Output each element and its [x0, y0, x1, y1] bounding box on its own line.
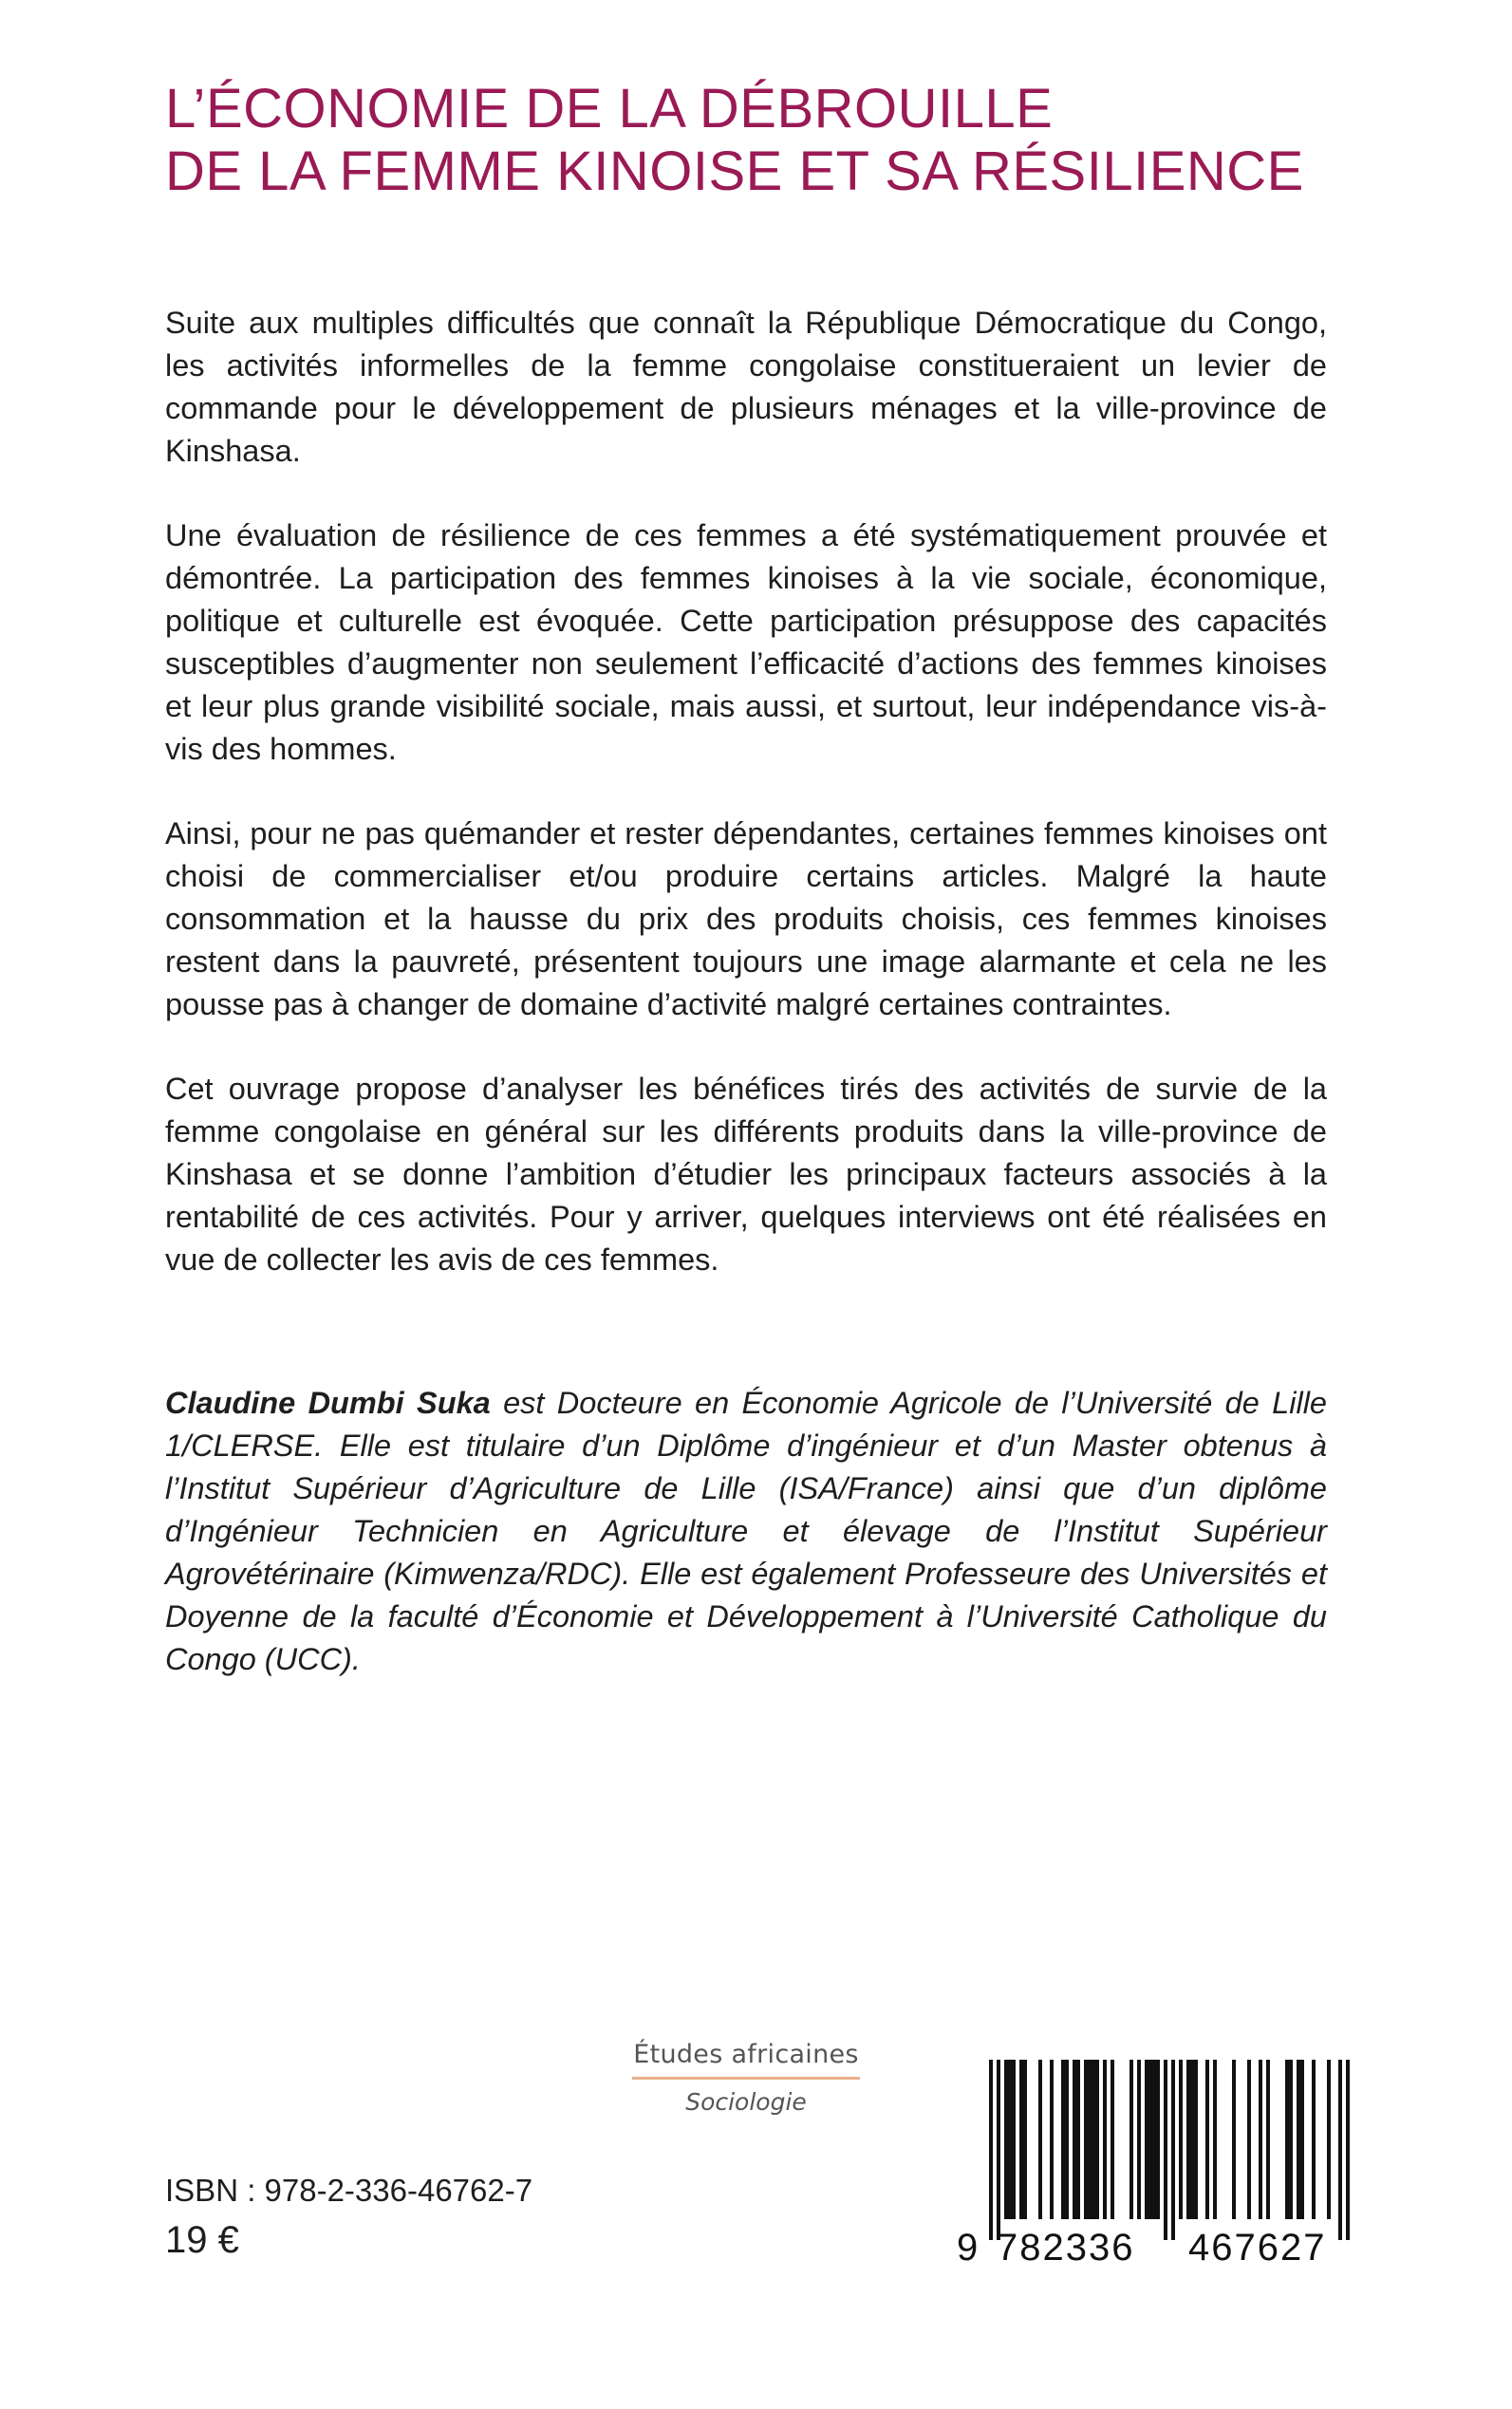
barcode-bar	[1266, 2060, 1270, 2219]
barcode-bar	[1205, 2060, 1209, 2219]
collection-subseries: Sociologie	[685, 2088, 807, 2116]
barcode-guard-bar	[1164, 2060, 1167, 2240]
barcode-bar	[1247, 2060, 1251, 2219]
barcode-bar	[1004, 2060, 1016, 2219]
barcode-first-digit: 9	[957, 2227, 979, 2269]
author-bio	[165, 1382, 1327, 1681]
barcode-guard-bar	[989, 2060, 993, 2240]
collection-mark	[632, 2039, 860, 2118]
barcode-bar	[1084, 2060, 1099, 2219]
title-line-2: DE LA FEMME KINOISE ET SA RÉSILIENCE	[165, 140, 1304, 202]
blurb	[165, 302, 1327, 1323]
blurb-paragraph-1: Suite aux multiples difficultés que connaît la République Démocratique du Congo, les activités informelles de la femme congolaise constitueraient un levier de commande pour le développement de plusieurs ménages et la ville-province de Kinshasa.	[165, 306, 1327, 468]
barcode-bar	[1232, 2060, 1236, 2219]
barcode-bar	[1061, 2060, 1069, 2219]
barcode-bar	[1137, 2060, 1141, 2219]
barcode-bar	[1050, 2060, 1054, 2219]
barcode-bar	[1259, 2060, 1262, 2219]
collection-series: Études africaines	[633, 2040, 859, 2069]
barcode-bar	[1285, 2060, 1293, 2219]
barcode-guard-bar	[1171, 2060, 1175, 2240]
barcode-bars	[951, 2056, 1359, 2240]
barcode-bar	[1186, 2060, 1198, 2219]
barcode-guard-bar	[1338, 2060, 1342, 2240]
barcode-bar	[1103, 2060, 1107, 2219]
title-line-1: L’ÉCONOMIE DE LA DÉBROUILLE	[165, 78, 1054, 140]
isbn: ISBN : 978-2-336-46762-7	[165, 2173, 533, 2208]
collection-rule	[632, 2077, 860, 2080]
barcode-bar	[1312, 2060, 1316, 2219]
blurb-paragraph-2: Une évaluation de résilience de ces femmes a été systématiquement prouvée et démontrée. La participation des femmes kinoises à la vie sociale, économique, politique et culturelle est évoquée. Cette participation présuppose des capacités susceptibles d’augmenter non seulement l’efficacité d’actions des femmes kinoises et leur plus grande visibilité sociale, mais aussi, et surtout, leur indépendance vis-à-vis des hommes.	[165, 518, 1327, 766]
barcode-digits	[951, 2225, 1359, 2270]
barcode-bar	[1111, 2060, 1114, 2219]
barcode-bar	[1019, 2060, 1027, 2219]
barcode-guard-bar	[997, 2060, 1000, 2240]
blurb-paragraph-4: Cet ouvrage propose d’analyser les bénéfices tirés des activités de survie de la femme congolaise en général sur les différents produits dans la ville-province de Kinshasa et se donne l’ambition d’étudier les principaux facteurs associés à la rentabilité de ces activités. Pour y arriver, quelques interviews ont été réalisées en vue de collecter les avis de ces femmes.	[165, 1072, 1327, 1277]
price: 19 €	[165, 2219, 239, 2261]
barcode-bar	[1145, 2060, 1160, 2219]
barcode-bar	[1327, 2060, 1331, 2219]
barcode	[951, 2056, 1359, 2284]
blurb-paragraph-3: Ainsi, pour ne pas quémander et rester dépendantes, certaines femmes kinoises ont choisi de commercialiser et/ou produire certains articles. Malgré la haute consommation et la hausse du prix des produits choisis, ces femmes kinoises restent dans la pauvreté, présentent toujours une image alarmante et cela ne les pousse pas à changer de domaine d’activité malgré certaines contraintes.	[165, 816, 1327, 1021]
barcode-bar	[1038, 2060, 1042, 2219]
barcode-bar	[1129, 2060, 1133, 2219]
author-bio-text: est Docteure en Économie Agricole de l’Université de Lille 1/CLERSE. Elle est titulaire d’un Diplôme d’ingénieur et d’un Master obtenus à l’Institut Supérieur d’Agriculture de Lille (ISA/France) ainsi que d’un diplôme d’Ingénieur Technicien en Agriculture et élevage de l’Institut Supérieur Agrovétérinaire (Kimwenza/RDC). Elle est également Professeure des Universités et Doyenne de la faculté d’Économie et Développement à l’Université Catholique du Congo (UCC).	[165, 1386, 1327, 1676]
author-name: Claudine Dumbi Suka	[165, 1386, 491, 1420]
barcode-bar	[1073, 2060, 1080, 2219]
barcode-bar	[1213, 2060, 1217, 2219]
book-title	[165, 78, 1361, 203]
barcode-bar	[1297, 2060, 1304, 2219]
barcode-right-group: 467627	[1188, 2227, 1327, 2269]
barcode-guard-bar	[1346, 2060, 1350, 2240]
barcode-left-group: 782336	[997, 2227, 1135, 2269]
barcode-bar	[1179, 2060, 1183, 2219]
